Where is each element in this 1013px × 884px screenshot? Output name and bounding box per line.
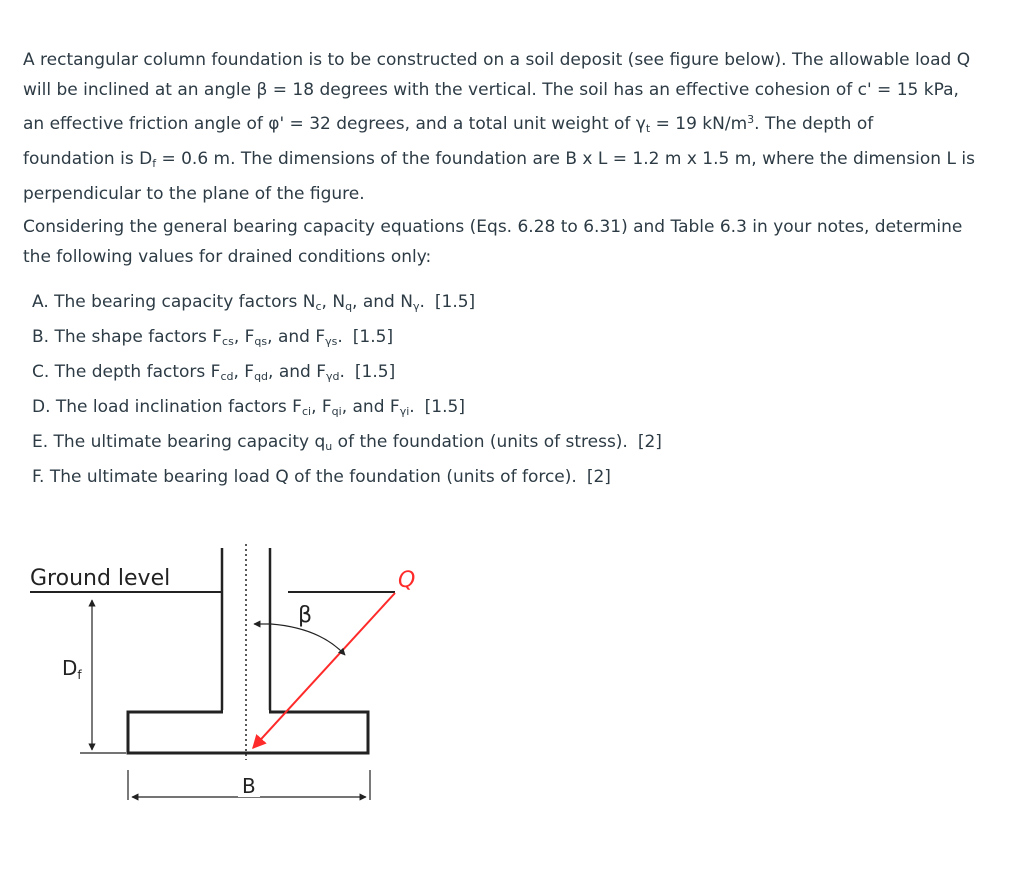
question-a: A. The bearing capacity factors $N_c$, $N_q$, and $N_\gamma$. [1.5] [32, 292, 476, 313]
question-b: B. The shape factors $F_{cs}$, $F_{qs}$, and $F_{\gamma s}$. [1.5] [32, 327, 394, 348]
question-d: D. The load inclination factors $F_{ci}$, $F_{qi}$, and $F_{\gamma i}$. [1.5] [32, 397, 465, 418]
problem-statement: A rectangular column foundation is to be constructed on a soil deposit (see figure below). The allowable load Q will be inclined at an angle β = 18 degrees with the vertical. The soil has an effective cohesion of c' = 15 kPa, an effective friction angle of φ' = 32 degrees, and a total unit weight of $\gamma_t = 19$ $kN/m^3$. The depth of foundation is $D_f = 0.6$ m. The dimensions of the foundation are B x L = 1.2 m x 1.5 m, where the dimension L is perpendicular to the plane of the figure. [23, 50, 975, 204]
ground-level-label: Ground level [30, 566, 171, 591]
load-q-line [253, 593, 395, 748]
question-f: F. The ultimate bearing load Q of the foundation (units of force). [2] [32, 467, 611, 487]
footing [128, 712, 368, 753]
instructions: Considering the general bearing capacity equations (Eqs. 6.28 to 6.31) and Table 6.3 in your notes, determine the following values for drained conditions only: [23, 217, 963, 267]
beta-label: β [298, 603, 313, 628]
beta-arc [271, 624, 345, 655]
points-label: [1.5] [354, 362, 396, 382]
points-label: [1.5] [434, 292, 476, 312]
q-label: Q [398, 568, 416, 593]
df-label: $D_f$ [62, 656, 82, 682]
points-label: [1.5] [424, 397, 465, 417]
question-e: E. The ultimate bearing capacity $q_u$ of the foundation (units of stress). [2] [32, 432, 662, 453]
points-label: [1.5] [352, 327, 394, 347]
b-label: B [242, 774, 256, 798]
points-label: [2] [586, 467, 611, 487]
question-c: C. The depth factors $F_{cd}$, $F_{qd}$, and $F_{\gamma d}$. [1.5] [32, 362, 396, 383]
points-label: [2] [637, 432, 662, 452]
